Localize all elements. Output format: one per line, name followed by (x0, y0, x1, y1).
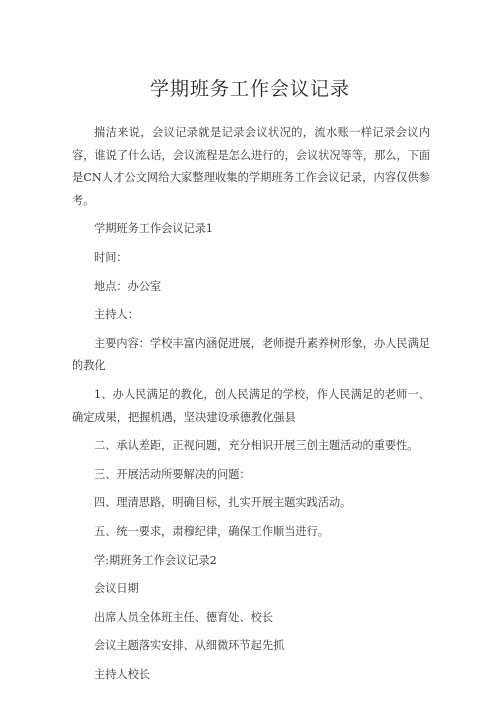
item-5-paragraph: 五、统一要求，肃穆纪律，确保工作顺当进行。 (94, 524, 329, 538)
item-3-paragraph: 三、开展活动所要解决的问题： (94, 467, 251, 481)
section-heading-record-2: 学:期班务工作会议记录2 (94, 553, 217, 567)
item-2-paragraph: 二、承认差距，正视问题，充分相识开展三创主题活动的重要性。 (94, 439, 419, 453)
time-line: 时间： (94, 250, 128, 264)
location-line: 地点：办公室 (94, 279, 162, 293)
intro-paragraph: 揣洁来说，会议记录就是记录会议状况的，流水账一样记录会议内容，谁说了什么话，会议流程是怎么进行的，会议状况等等，那么，下面是CN人才公文网给大家整理收集的学期班务工作会议记录，内容仅供参考。 (72, 126, 431, 207)
document-title: 学期班务工作会议记录 (149, 78, 350, 100)
host-principal-line: 主持人校长 (94, 667, 150, 681)
item-4-paragraph: 四、理清思路，明确目标，扎实开展主题实践活动。 (94, 496, 352, 510)
document-body (72, 122, 430, 692)
attendees-line: 出席人员全体班主任、德育处、校长 (94, 610, 274, 624)
meeting-date-line: 会议日期 (94, 582, 139, 596)
item-1-paragraph: 1、办人民满足的教化，创人民满足的学校，作人民满足的老师一、确定成果，把握机遇，坚决建设承德教化强县 (72, 387, 430, 424)
meeting-topic-line: 会议主题落实安排、从细微环节起先抓 (94, 639, 285, 653)
section-heading-record-1: 学期班务工作会议记录1 (94, 222, 213, 236)
host-line: 主持人： (94, 308, 139, 322)
main-content-paragraph: 主要内容：学校丰富内涵促进展，老师提升素养树形象，办人民满足的教化 (72, 336, 430, 373)
